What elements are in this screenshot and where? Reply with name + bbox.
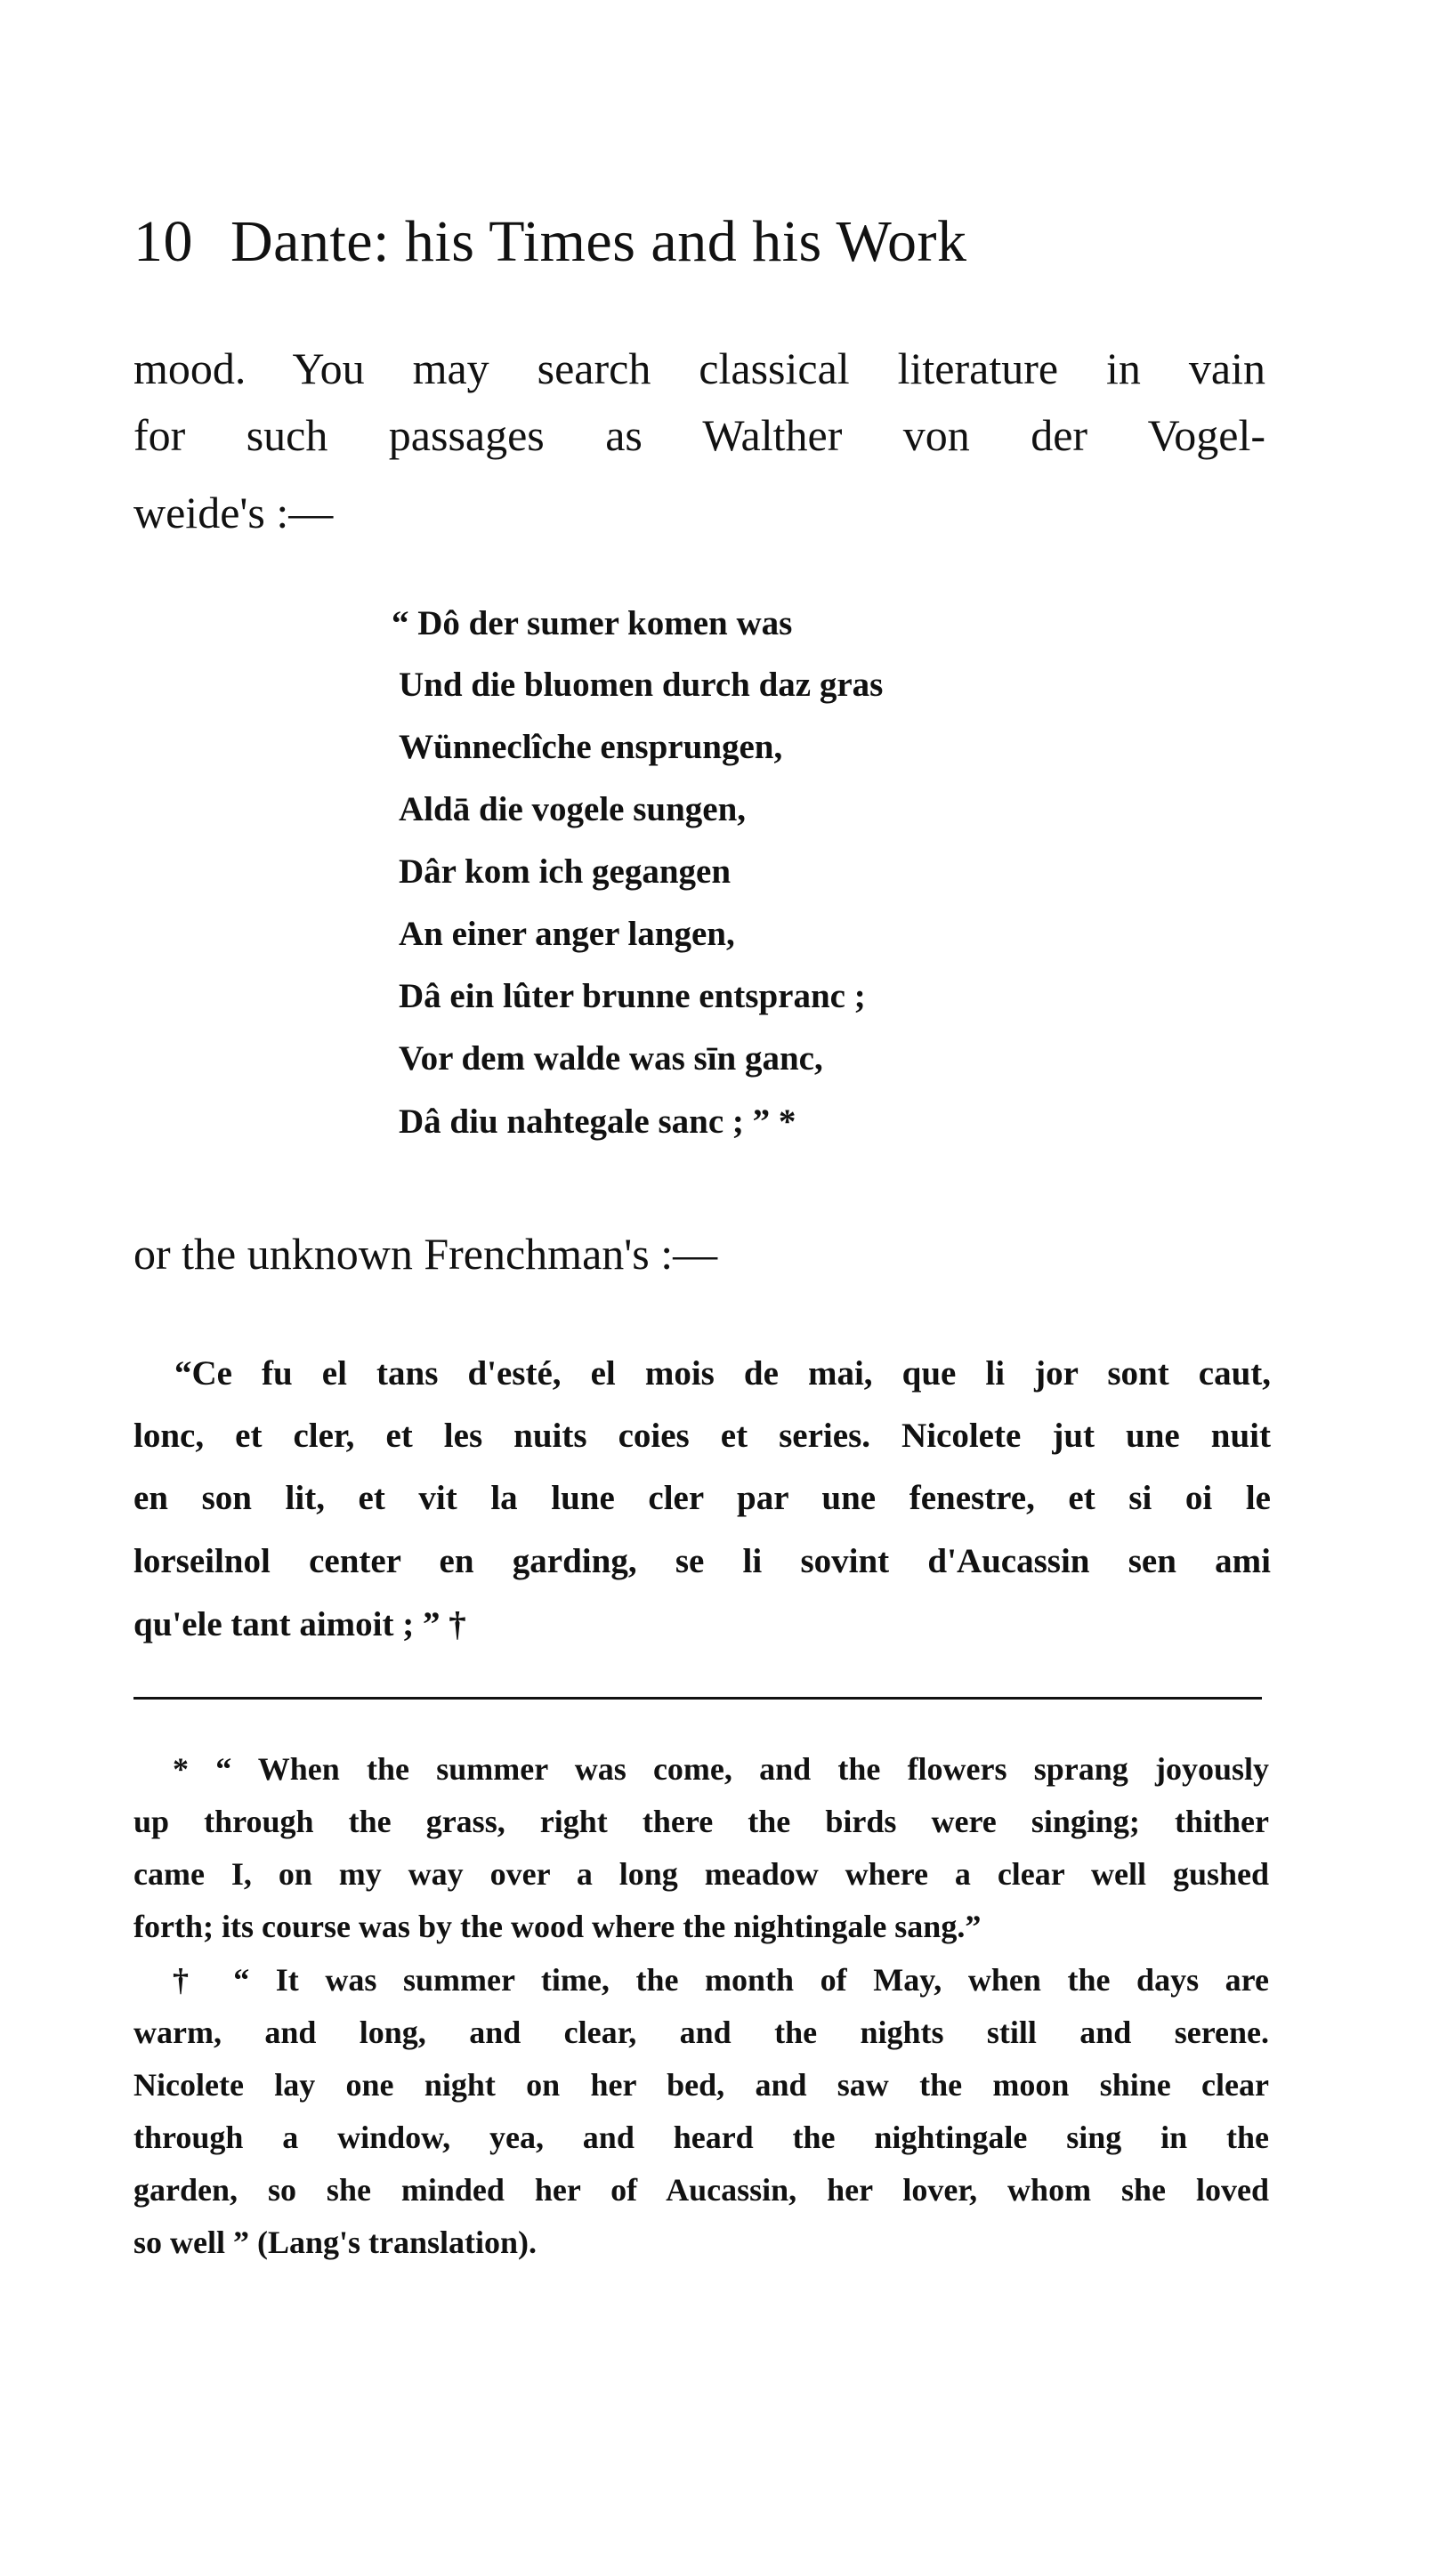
verse-line: Wünneclîche ensprungen,	[399, 728, 783, 766]
footnote-line: * “ When the summer was come, and the flowers sprang joyously	[173, 1751, 1269, 1787]
page-number: 10	[133, 209, 193, 274]
verse-line: Und die bluomen durch daz gras	[399, 666, 884, 704]
prose-line: lonc, et cler, et les nuits coies et series. Nicolete jut une nuit	[133, 1417, 1271, 1455]
prose-line: lorseilnol center en garding, se li sovint d'Aucassin sen ami	[133, 1542, 1271, 1580]
prose-line: en son lit, et vit la lune cler par une fenestre, et si oi le	[133, 1479, 1271, 1517]
verse-line: Dâ ein lûter brunne entspranc ;	[399, 977, 866, 1015]
footnote-line: came I, on my way over a long meadow where a clear well gushed	[133, 1856, 1269, 1892]
verse-line: Aldā die vogele sungen,	[399, 790, 747, 828]
intro-line: mood. You may search classical literature in vain	[133, 343, 1265, 393]
running-title: Dante: his Times and his Work	[230, 209, 967, 274]
footnote-line: forth; its course was by the wood where the nightingale sang.”	[133, 1909, 982, 1944]
verse-line: An einer anger langen,	[399, 915, 735, 953]
intro-line: for such passages as Walther von der Vogel-	[133, 410, 1265, 460]
footnote-line: Nicolete lay one night on her bed, and saw the moon shine clear	[133, 2067, 1269, 2103]
footnote-line: garden, so she minded her of Aucassin, her lover, whom she loved	[133, 2172, 1269, 2208]
prose-line: qu'ele tant aimoit ; ” †	[133, 1605, 466, 1643]
verse-line: “ Dô der sumer komen was	[392, 604, 793, 642]
footnote-line: so well ” (Lang's translation).	[133, 2225, 538, 2260]
intro-line: weide's :—	[133, 488, 334, 537]
page-header	[133, 206, 967, 278]
footnote-line: up through the grass, right there the birds were singing; thither	[133, 1804, 1269, 1839]
footnote-divider	[133, 1697, 1262, 1700]
footnote-line: through a window, yea, and heard the nightingale sing in the	[133, 2120, 1269, 2155]
verse-line: Dâr kom ich gegangen	[399, 852, 732, 891]
verse-line: Vor dem walde was sīn ganc,	[399, 1039, 823, 1078]
french-intro: or the unknown Frenchman's :—	[133, 1229, 718, 1279]
footnote-line: warm, and long, and clear, and the nights still and serene.	[133, 2015, 1269, 2050]
verse-line: Dâ diu nahtegale sanc ; ” *	[399, 1102, 796, 1141]
footnote-line: † “ It was summer time, the month of May, when the days are	[173, 1962, 1269, 1998]
prose-line: “Ce fu el tans d'esté, el mois de mai, que li jor sont caut,	[174, 1354, 1271, 1393]
